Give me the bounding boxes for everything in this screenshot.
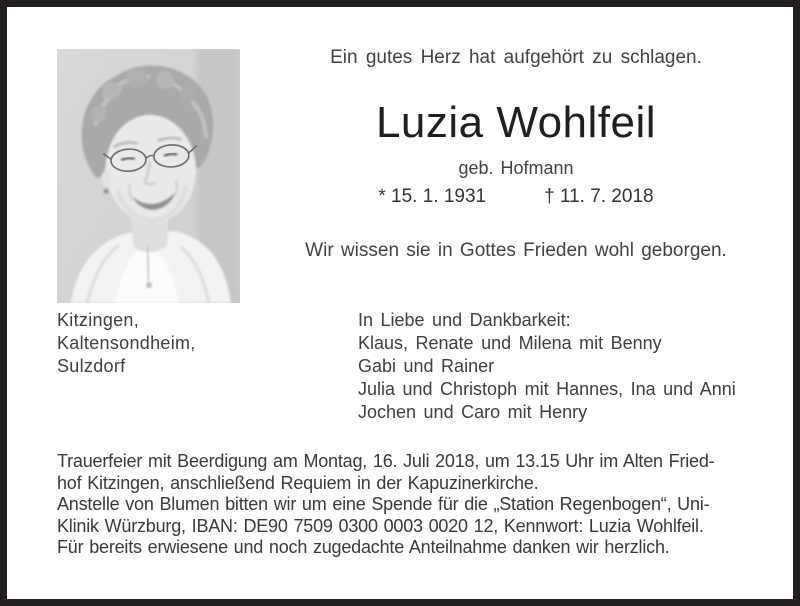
mourner-line: Gabi und Rainer xyxy=(358,356,495,376)
portrait-photo-illustration xyxy=(57,49,240,303)
maiden-name: geb. Hofmann xyxy=(458,158,574,178)
birth-date: * 15. 1. 1931 xyxy=(378,186,487,207)
deceased-name: Luzia Wohlfeil xyxy=(375,98,657,147)
funeral-line: Anstelle von Blumen bitten wir um eine Spende für die „Station Regenbogen“, Uni- xyxy=(57,494,710,514)
place-item: Kaltensondheim, xyxy=(57,333,196,353)
funeral-line: hof Kitzingen, anschließend Requiem in der Kapuzinerkirche. xyxy=(57,472,539,493)
mourners-heading: In Liebe und Dankbarkeit: xyxy=(358,310,571,330)
mourners-list xyxy=(358,309,736,424)
mourner-line: Julia und Christoph mit Hannes, Ina und Anni xyxy=(358,379,736,399)
place-item: Sulzdorf xyxy=(57,356,126,376)
funeral-line: Für bereits erwiesene und noch zugedachte Anteilnahme danken wir herzlich. xyxy=(57,537,670,557)
portrait-photo xyxy=(57,49,240,303)
death-date: † 11. 7. 2018 xyxy=(544,186,654,207)
place-item: Kitzingen, xyxy=(57,310,140,330)
life-dates xyxy=(250,185,782,209)
comfort-line: Wir wissen sie in Gottes Frieden wohl geborgen. xyxy=(305,240,727,261)
funeral-line: Klinik Würzburg, IBAN: DE90 7509 0300 0003 0020 12, Kennwort: Luzia Wohlfeil. xyxy=(57,515,704,536)
mourner-line: Jochen und Caro mit Henry xyxy=(358,402,588,422)
funeral-line: Trauerfeier mit Beerdigung am Montag, 16. Juli 2018, um 13.15 Uhr im Alten Fried- xyxy=(57,451,715,471)
places-list xyxy=(57,309,196,378)
funeral-information xyxy=(57,451,769,559)
mourner-line: Klaus, Renate und Milena mit Benny xyxy=(358,333,662,353)
opening-line: Ein gutes Herz hat aufgehört zu schlagen. xyxy=(330,47,702,68)
